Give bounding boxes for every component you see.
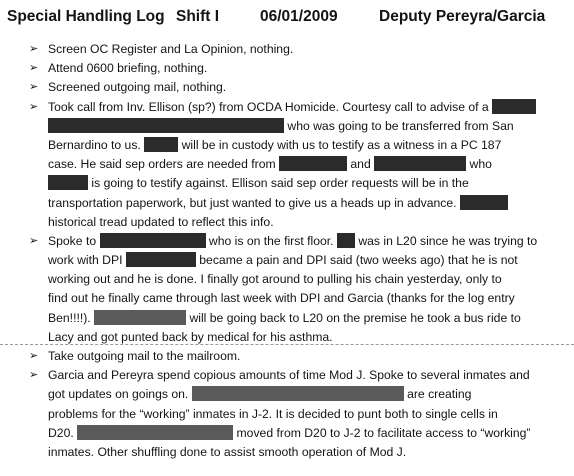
entry-text: historical tread updated to reflect this info. bbox=[48, 214, 274, 229]
arrow-bullet-icon: ➢ bbox=[29, 350, 39, 362]
log-header bbox=[6, 7, 568, 33]
entry-text: will be in custody with us to testify as a witness in a PC 187 bbox=[181, 137, 502, 152]
redaction-block bbox=[100, 233, 206, 248]
redaction-block bbox=[144, 137, 178, 152]
redaction-block bbox=[492, 99, 536, 114]
arrow-bullet-icon: ➢ bbox=[29, 100, 39, 113]
entry-text: who is on the first floor. bbox=[208, 233, 334, 248]
entry-text: Bernardino to us. bbox=[48, 137, 141, 152]
entry-text: Screened outgoing mail, nothing. bbox=[48, 80, 227, 95]
entry-text: Attend 0600 briefing, nothing. bbox=[48, 61, 208, 76]
entry-text: case. He said sep orders are needed from bbox=[48, 157, 276, 172]
redaction-block bbox=[94, 310, 186, 325]
entry-line bbox=[48, 309, 556, 328]
redaction-block bbox=[279, 156, 347, 171]
log-entry-screen-papers bbox=[0, 40, 574, 59]
entry-text: moved from D20 to J-2 to facilitate access to “working” bbox=[236, 425, 531, 440]
arrow-bullet-icon: ➢ bbox=[29, 81, 39, 94]
log-entry-outgoing-mail bbox=[0, 78, 574, 97]
entry-text: is going to testify against. Ellison said sep order requests will be in the bbox=[91, 176, 469, 191]
entry-line bbox=[48, 213, 556, 232]
redaction-block bbox=[126, 252, 196, 267]
entry-line bbox=[48, 366, 556, 385]
log-entries bbox=[0, 40, 574, 462]
log-entry-ocda-call bbox=[0, 98, 574, 232]
entry-line bbox=[48, 98, 556, 117]
log-entry-mod-j bbox=[0, 366, 574, 462]
entry-line bbox=[48, 194, 556, 213]
entry-line bbox=[48, 59, 556, 78]
arrow-bullet-icon: ➢ bbox=[29, 369, 39, 382]
entry-text: got updates on goings on. bbox=[48, 387, 189, 402]
entry-text: Take outgoing mail to the mailroom. bbox=[48, 349, 241, 363]
entry-text: Ben!!!!). bbox=[48, 310, 91, 325]
entry-line bbox=[48, 78, 556, 97]
entry-text: and bbox=[350, 157, 371, 172]
entry-text: Spoke to bbox=[48, 233, 97, 248]
entry-text: who bbox=[469, 157, 492, 172]
log-title: Special Handling Log bbox=[7, 8, 165, 25]
entry-line bbox=[48, 405, 556, 424]
entry-text: work with DPI bbox=[48, 253, 123, 268]
log-entry-briefing bbox=[0, 59, 574, 78]
arrow-bullet-icon: ➢ bbox=[29, 62, 39, 75]
entry-text: became a pain and DPI said (two weeks ago) that he is not bbox=[199, 253, 518, 268]
shift-label: Shift I bbox=[176, 8, 220, 25]
redaction-block bbox=[77, 425, 233, 440]
entry-line bbox=[48, 136, 556, 155]
deputy-names: Deputy Pereyra/Garcia bbox=[379, 8, 546, 25]
entry-text: inmates. Other shuffling done to assist smooth operation of Mod J. bbox=[48, 444, 407, 459]
entry-text: Screen OC Register and La Opinion, nothing. bbox=[48, 42, 294, 56]
log-date: 06/01/2009 bbox=[260, 8, 338, 25]
arrow-bullet-icon: ➢ bbox=[29, 234, 39, 247]
entry-text: will be going back to L20 on the premise he took a bus ride to bbox=[189, 310, 521, 325]
arrow-bullet-icon: ➢ bbox=[29, 43, 39, 55]
entry-text: working out and he is done. I finally got around to pulling his chain yesterday, only to bbox=[48, 272, 502, 287]
redaction-block bbox=[48, 175, 88, 190]
entry-line bbox=[48, 232, 556, 251]
entry-line bbox=[48, 155, 556, 174]
entry-line bbox=[48, 117, 556, 136]
entry-line bbox=[48, 40, 556, 59]
entry-text: who was going to be transferred from San bbox=[287, 118, 514, 133]
entry-text: D20. bbox=[48, 425, 74, 440]
entry-line bbox=[48, 424, 556, 443]
log-entry-mailroom bbox=[0, 347, 574, 366]
entry-line bbox=[48, 270, 556, 289]
redaction-block bbox=[192, 386, 404, 401]
entry-line bbox=[48, 443, 556, 462]
redaction-block bbox=[48, 118, 284, 133]
entry-line bbox=[48, 289, 556, 308]
entry-text: are creating bbox=[407, 387, 472, 402]
redaction-block bbox=[337, 233, 355, 248]
entry-text: transportation paperwork, but just wanted to give us a heads up in advance. bbox=[48, 195, 457, 210]
redaction-block bbox=[374, 156, 466, 171]
entry-line bbox=[48, 328, 556, 347]
entry-text: Took call from Inv. Ellison (sp?) from OCDA Homicide. Courtesy call to advise of a bbox=[48, 99, 489, 114]
entry-line bbox=[48, 251, 556, 270]
entry-line bbox=[48, 347, 556, 366]
entry-line bbox=[48, 174, 556, 193]
entry-text: was in L20 since he was trying to bbox=[358, 233, 538, 248]
entry-text: Lacy and got punted back by medical for his asthma. bbox=[48, 329, 333, 344]
entry-text: problems for the “working” inmates in J-2. It is decided to punt both to single cells in bbox=[48, 406, 498, 421]
entry-line bbox=[48, 385, 556, 404]
entry-text: find out he finally came through last week with DPI and Garcia (thanks for the log entry bbox=[48, 291, 515, 306]
log-entry-first-floor bbox=[0, 232, 574, 347]
entry-text: Garcia and Pereyra spend copious amounts of time Mod J. Spoke to several inmates and bbox=[48, 368, 530, 383]
redaction-block bbox=[460, 195, 508, 210]
